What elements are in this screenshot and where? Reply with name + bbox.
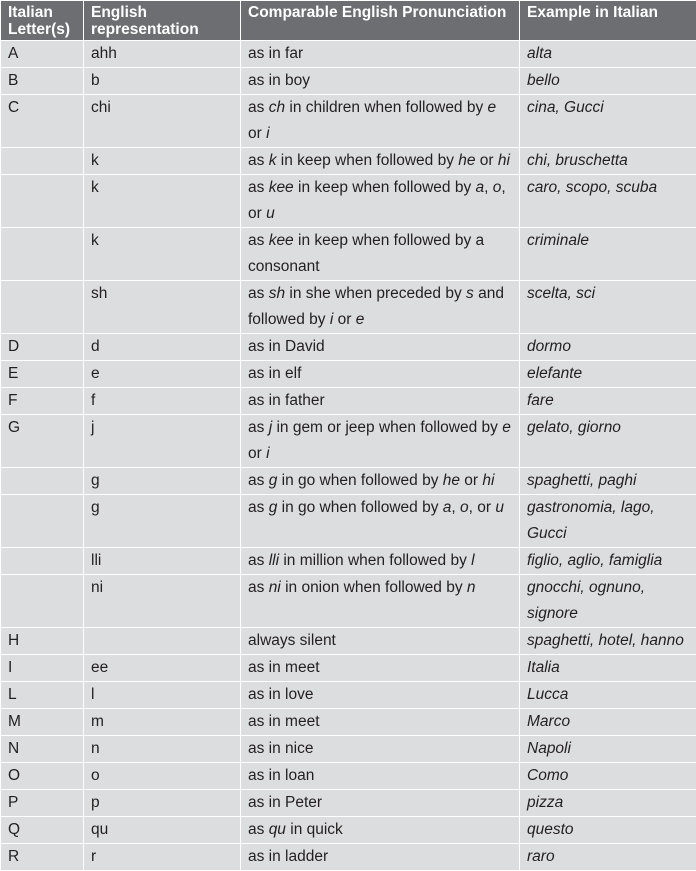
cell-example: Marco	[520, 709, 696, 736]
cell-representation	[84, 628, 241, 655]
pronunciation-text-segment: as in love	[248, 686, 313, 703]
cell-pronunciation	[241, 655, 520, 682]
cell-pronunciation	[241, 763, 520, 790]
cell-example: bello	[520, 68, 696, 95]
cell-example: Napoli	[520, 736, 696, 763]
pronunciation-text-segment: as in father	[248, 392, 325, 409]
cell-representation: o	[84, 763, 241, 790]
cell-letter: I	[1, 655, 84, 682]
cell-representation: e	[84, 361, 241, 388]
table-row	[1, 736, 696, 763]
pronunciation-text-segment: in go when followed by	[277, 472, 442, 489]
pronunciation-italic-segment: i	[266, 445, 269, 462]
cell-pronunciation	[241, 68, 520, 95]
table-row	[1, 548, 696, 575]
cell-letter: R	[1, 844, 84, 871]
cell-letter: G	[1, 415, 84, 468]
header-example: Example in Italian	[520, 1, 696, 41]
pronunciation-italic-segment: g	[269, 499, 278, 516]
pronunciation-text-segment: as	[248, 285, 269, 302]
cell-example: figlio, aglio, famiglia	[520, 548, 696, 575]
pronunciation-italic-segment: hi	[482, 472, 494, 489]
cell-letter: O	[1, 763, 84, 790]
table-row	[1, 495, 696, 548]
pronunciation-italic-segment: e	[488, 99, 497, 116]
pronunciation-italic-segment: o	[493, 179, 502, 196]
pronunciation-italic-segment: e	[356, 311, 365, 328]
pronunciation-text-segment: as	[248, 232, 269, 249]
table-row	[1, 334, 696, 361]
pronunciation-text-segment: and followed by	[248, 285, 504, 328]
cell-example: Como	[520, 763, 696, 790]
table-row	[1, 148, 696, 175]
pronunciation-italic-segment: u	[266, 205, 275, 222]
cell-pronunciation	[241, 844, 520, 871]
table-row	[1, 844, 696, 871]
pronunciation-text-segment: in gem or jeep when followed by	[272, 419, 502, 436]
pronunciation-text-segment: as in David	[248, 338, 325, 355]
table-row	[1, 415, 696, 468]
cell-example: questo	[520, 817, 696, 844]
cell-pronunciation	[241, 790, 520, 817]
table-row	[1, 388, 696, 415]
pronunciation-italic-segment: a	[476, 179, 485, 196]
cell-example: Lucca	[520, 682, 696, 709]
cell-letter: Q	[1, 817, 84, 844]
cell-example: spaghetti, hotel, hanno	[520, 628, 696, 655]
header-letter: Italian Letter(s)	[1, 1, 84, 41]
cell-letter: H	[1, 628, 84, 655]
pronunciation-italic-segment: he	[458, 152, 475, 169]
cell-letter	[1, 148, 84, 175]
cell-example: Italia	[520, 655, 696, 682]
cell-pronunciation	[241, 281, 520, 334]
cell-pronunciation	[241, 148, 520, 175]
pronunciation-italic-segment: l	[471, 552, 474, 569]
pronunciation-italic-segment: kee	[269, 179, 294, 196]
pronunciation-text-segment: , or	[469, 499, 496, 516]
cell-letter	[1, 468, 84, 495]
pronunciation-text-segment: as	[248, 179, 269, 196]
pronunciation-text-segment: as in Peter	[248, 794, 322, 811]
pronunciation-italic-segment: ch	[269, 99, 285, 116]
cell-pronunciation	[241, 228, 520, 281]
pronunciation-text-segment: always silent	[248, 632, 336, 649]
cell-example: gelato, giorno	[520, 415, 696, 468]
pronunciation-italic-segment: n	[467, 579, 476, 596]
cell-representation: p	[84, 790, 241, 817]
pronunciation-text-segment: in keep when followed by a consonant	[248, 232, 484, 275]
cell-letter: M	[1, 709, 84, 736]
pronunciation-italic-segment: hi	[498, 152, 510, 169]
pronunciation-text-segment: or	[248, 445, 266, 462]
pronunciation-text-segment: , or	[248, 179, 506, 222]
table-row	[1, 682, 696, 709]
cell-representation: f	[84, 388, 241, 415]
table-row	[1, 68, 696, 95]
pronunciation-text-segment: as	[248, 152, 269, 169]
cell-letter: D	[1, 334, 84, 361]
table-row	[1, 95, 696, 148]
pronunciation-text-segment: in quick	[286, 821, 343, 838]
pronunciation-text-segment: as in meet	[248, 713, 320, 730]
cell-pronunciation	[241, 817, 520, 844]
cell-letter	[1, 495, 84, 548]
pronunciation-text-segment: in keep when followed by	[294, 179, 476, 196]
pronunciation-text-segment: in she when preceded by	[285, 285, 466, 302]
table-row	[1, 628, 696, 655]
cell-representation: r	[84, 844, 241, 871]
cell-pronunciation	[241, 575, 520, 628]
cell-letter	[1, 228, 84, 281]
cell-letter	[1, 175, 84, 228]
pronunciation-text-segment: ,	[484, 179, 493, 196]
pronunciation-text-segment: as in far	[248, 45, 303, 62]
table-row	[1, 575, 696, 628]
cell-pronunciation	[241, 495, 520, 548]
pronunciation-italic-segment: g	[269, 472, 278, 489]
pronunciation-text-segment: as	[248, 499, 269, 516]
cell-pronunciation	[241, 388, 520, 415]
cell-pronunciation	[241, 682, 520, 709]
cell-pronunciation	[241, 415, 520, 468]
cell-example: criminale	[520, 228, 696, 281]
pronunciation-text-segment: as	[248, 99, 269, 116]
table-row	[1, 361, 696, 388]
cell-pronunciation	[241, 95, 520, 148]
pronunciation-text-segment: in children when followed by	[285, 99, 487, 116]
cell-representation: lli	[84, 548, 241, 575]
pronunciation-text-segment: ,	[451, 499, 460, 516]
cell-pronunciation	[241, 175, 520, 228]
table-body	[1, 41, 696, 871]
cell-letter	[1, 281, 84, 334]
cell-representation: qu	[84, 817, 241, 844]
cell-example: raro	[520, 844, 696, 871]
pronunciation-text-segment: or	[460, 472, 482, 489]
cell-representation: n	[84, 736, 241, 763]
cell-example: fare	[520, 388, 696, 415]
pronunciation-text-segment: in onion when followed by	[281, 579, 467, 596]
cell-example: scelta, sci	[520, 281, 696, 334]
table-row	[1, 41, 696, 68]
table-header	[1, 1, 696, 41]
cell-representation: ni	[84, 575, 241, 628]
cell-letter: N	[1, 736, 84, 763]
table-row	[1, 228, 696, 281]
table-row	[1, 468, 696, 495]
pronunciation-text-segment: in million when followed by	[279, 552, 471, 569]
cell-representation: sh	[84, 281, 241, 334]
cell-representation: g	[84, 468, 241, 495]
cell-example: alta	[520, 41, 696, 68]
cell-letter	[1, 575, 84, 628]
cell-representation: k	[84, 175, 241, 228]
pronunciation-italic-segment: j	[269, 419, 272, 436]
pronunciation-text-segment: in keep when followed by	[276, 152, 458, 169]
cell-letter: F	[1, 388, 84, 415]
pronunciation-italic-segment: he	[443, 472, 460, 489]
table-row	[1, 281, 696, 334]
cell-representation: chi	[84, 95, 241, 148]
cell-letter: L	[1, 682, 84, 709]
cell-representation: g	[84, 495, 241, 548]
cell-example: pizza	[520, 790, 696, 817]
pronunciation-text-segment: in go when followed by	[277, 499, 442, 516]
pronunciation-italic-segment: i	[330, 311, 333, 328]
pronunciation-italic-segment: ni	[269, 579, 281, 596]
pronunciation-text-segment: as	[248, 579, 269, 596]
cell-example: gnocchi, ognuno, signore	[520, 575, 696, 628]
cell-example: spaghetti, paghi	[520, 468, 696, 495]
pronunciation-text-segment: as in boy	[248, 72, 310, 89]
pronunciation-italic-segment: u	[495, 499, 504, 516]
cell-pronunciation	[241, 468, 520, 495]
table-row	[1, 175, 696, 228]
table-row	[1, 790, 696, 817]
pronunciation-text-segment: as in ladder	[248, 848, 328, 865]
cell-example: caro, scopo, scuba	[520, 175, 696, 228]
pronunciation-italic-segment: o	[460, 499, 469, 516]
cell-pronunciation	[241, 736, 520, 763]
cell-representation: k	[84, 228, 241, 281]
cell-example: gastronomia, lago, Gucci	[520, 495, 696, 548]
cell-pronunciation	[241, 334, 520, 361]
cell-representation: ahh	[84, 41, 241, 68]
header-pronunciation: Comparable English Pronunciation	[241, 1, 520, 41]
pronunciation-italic-segment: k	[269, 152, 277, 169]
cell-letter	[1, 548, 84, 575]
cell-representation: j	[84, 415, 241, 468]
cell-example: cina, Gucci	[520, 95, 696, 148]
cell-pronunciation	[241, 628, 520, 655]
pronunciation-text-segment: as	[248, 419, 269, 436]
pronunciation-italic-segment: qu	[269, 821, 286, 838]
pronunciation-italic-segment: a	[443, 499, 452, 516]
pronunciation-text-segment: as in loan	[248, 767, 314, 784]
pronunciation-italic-segment: e	[502, 419, 511, 436]
table-row	[1, 655, 696, 682]
pronunciation-italic-segment: sh	[269, 285, 285, 302]
cell-pronunciation	[241, 41, 520, 68]
pronunciation-italic-segment: kee	[269, 232, 294, 249]
pronunciation-text-segment: as	[248, 552, 269, 569]
table-row	[1, 817, 696, 844]
cell-representation: m	[84, 709, 241, 736]
pronunciation-text-segment: as in nice	[248, 740, 313, 757]
cell-letter: C	[1, 95, 84, 148]
pronunciation-text-segment: or	[248, 125, 266, 142]
pronunciation-text-segment: as in elf	[248, 365, 301, 382]
cell-pronunciation	[241, 361, 520, 388]
cell-representation: d	[84, 334, 241, 361]
table-row	[1, 763, 696, 790]
cell-letter: E	[1, 361, 84, 388]
cell-letter: P	[1, 790, 84, 817]
pronunciation-italic-segment: s	[466, 285, 474, 302]
cell-pronunciation	[241, 709, 520, 736]
pronunciation-italic-segment: lli	[269, 552, 279, 569]
pronunciation-text-segment: or	[333, 311, 355, 328]
cell-letter: B	[1, 68, 84, 95]
cell-example: dormo	[520, 334, 696, 361]
table-row	[1, 709, 696, 736]
cell-pronunciation	[241, 548, 520, 575]
cell-representation: k	[84, 148, 241, 175]
pronunciation-text-segment: as	[248, 472, 269, 489]
header-representation: English representation	[84, 1, 241, 41]
cell-example: chi, bruschetta	[520, 148, 696, 175]
cell-letter: A	[1, 41, 84, 68]
pronunciation-text-segment: or	[476, 152, 498, 169]
pronunciation-text-segment: as	[248, 821, 269, 838]
cell-representation: l	[84, 682, 241, 709]
pronunciation-text-segment: as in meet	[248, 659, 320, 676]
pronunciation-italic-segment: i	[266, 125, 269, 142]
cell-representation: ee	[84, 655, 241, 682]
cell-example: elefante	[520, 361, 696, 388]
cell-representation: b	[84, 68, 241, 95]
